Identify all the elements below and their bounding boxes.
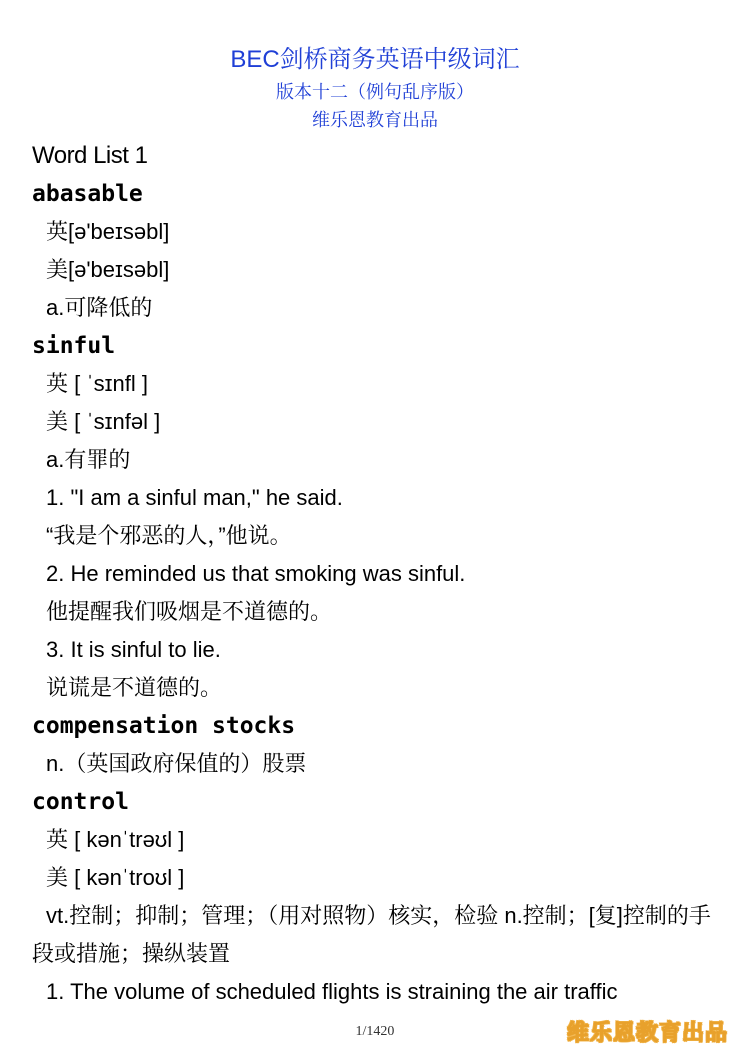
example-translation: “我是个邪恶的人，”他说。 — [46, 523, 292, 548]
us-pronunciation: 美 [ kənˈtroʊl ] — [46, 865, 185, 890]
definition: a.可降低的 — [46, 295, 153, 320]
headword: control — [32, 789, 129, 815]
definition: a.有罪的 — [46, 447, 131, 472]
entry-abasable — [32, 175, 722, 327]
word-list-title: Word List 1 — [32, 142, 148, 169]
entry-compensation-stocks — [32, 707, 722, 783]
us-pronunciation: 美[ə'beɪsəbl] — [46, 257, 170, 282]
example-sentence: 1. "I am a sinful man," he said. — [46, 485, 343, 510]
definition: n.（英国政府保值的）股票 — [46, 751, 307, 776]
entry-control — [32, 783, 722, 1011]
example-sentence: 1. The volume of scheduled flights is straining the air traffic — [46, 979, 618, 1004]
uk-pronunciation: 英 [ ˈsɪnfl ] — [46, 371, 148, 396]
us-pronunciation: 美 [ ˈsɪnfəl ] — [46, 409, 161, 434]
uk-pronunciation: 英[ə'beɪsəbl] — [46, 219, 170, 244]
headword: compensation stocks — [32, 713, 296, 739]
uk-pronunciation: 英 [ kənˈtrəʊl ] — [46, 827, 185, 852]
page-number: 1/1420 — [355, 1024, 395, 1039]
example-translation: 他提醒我们吸烟是不道德的。 — [46, 599, 333, 624]
document-subtitle: 版本十二（例句乱序版） — [276, 82, 474, 102]
header — [0, 44, 750, 134]
headword: sinful — [32, 333, 116, 359]
word-list — [32, 137, 722, 1011]
example-translation: 说谎是不道德的。 — [46, 675, 223, 700]
example-sentence: 2. He reminded us that smoking was sinful. — [46, 561, 466, 586]
document-publisher: 维乐恩教育出品 — [312, 110, 438, 130]
definition: vt.控制；抑制；管理；（用对照物）核实，检验 n.控制；[复]控制的手段或措施；操纵装置 — [32, 903, 711, 966]
headword: abasable — [32, 181, 143, 207]
example-sentence: 3. It is sinful to lie. — [46, 637, 221, 662]
document-title: BEC剑桥商务英语中级词汇 — [230, 46, 520, 73]
entry-sinful — [32, 327, 722, 707]
watermark-logo: 维乐恩教育出品 — [566, 1020, 728, 1045]
